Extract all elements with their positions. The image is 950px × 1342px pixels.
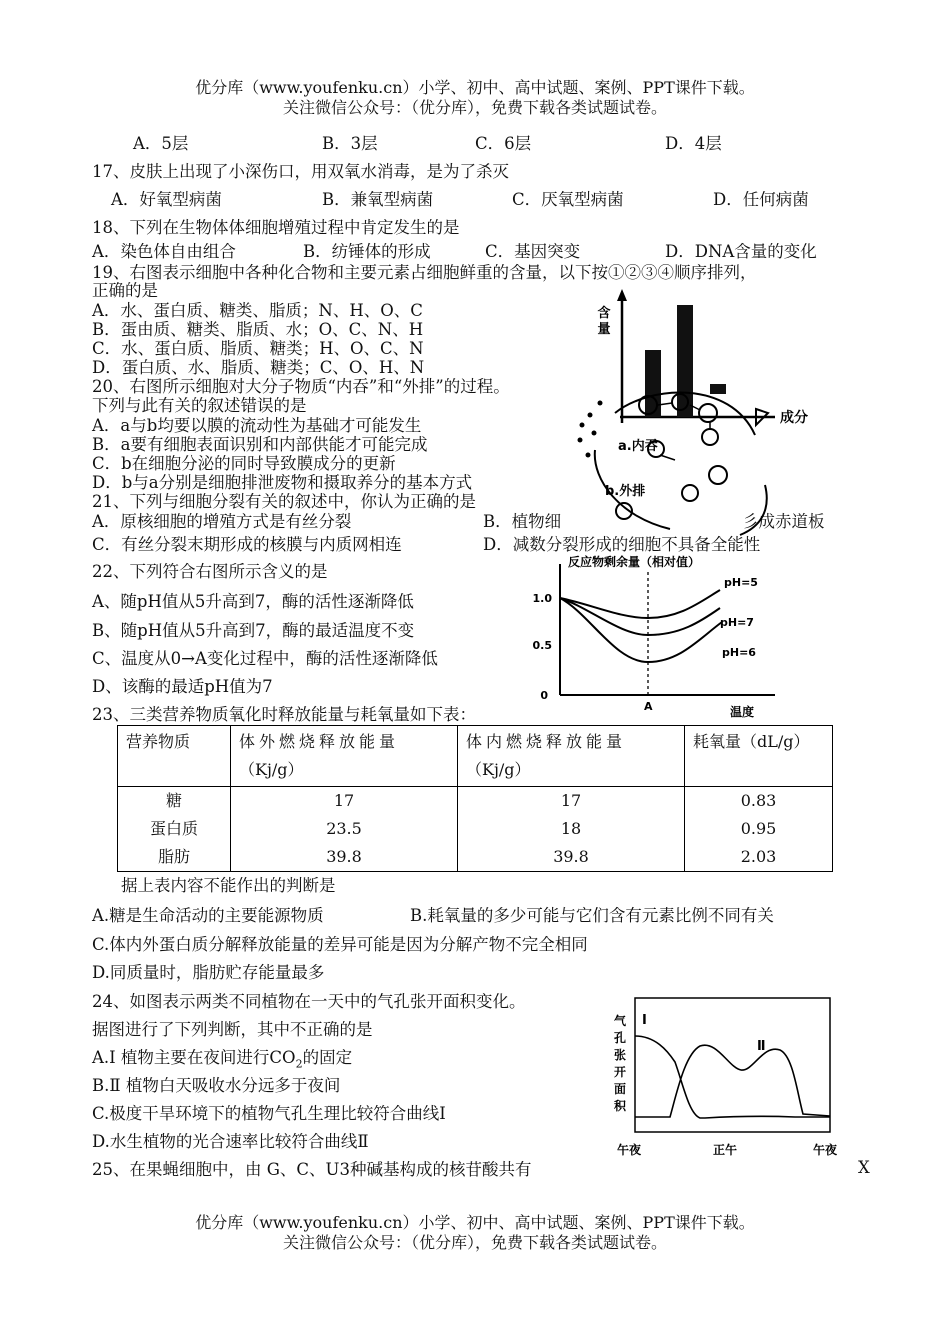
q24-stem-2: 据图进行了下列判断，其中不正确的是: [92, 1020, 373, 1039]
enzyme-title: 反应物剩余量（相对值）: [568, 555, 701, 569]
table-header-cell: 营养物质: [118, 726, 231, 787]
tick-label: 0: [540, 689, 548, 702]
q22-option-a: A、随pH值从5升高到7，酶的活性逐渐降低: [92, 592, 414, 611]
curve-ii: [635, 1045, 830, 1117]
q21-option-b: B．植物细: [483, 512, 562, 531]
label-exocytosis: b.外排: [605, 484, 646, 499]
q23-option-b: B.耗氧量的多少可能与它们含有元素比例不同有关: [410, 906, 774, 925]
bar-ylabel-1: 含: [597, 306, 611, 321]
q22-option-c: C、温度从0→A变化过程中，酶的活性逐渐降低: [92, 649, 438, 668]
curve-label-i: Ⅰ: [642, 1013, 647, 1028]
q16-option-a: A．5层: [133, 134, 189, 153]
q19-option-d: D．蛋白质、水、脂质、糖类；C、O、H、N: [92, 358, 425, 377]
curve-label-ii: Ⅱ: [757, 1039, 766, 1054]
q20-option-a: A．a与b均要以膜的流动性为基础才可能发生: [92, 416, 422, 435]
particle: [578, 438, 583, 443]
particle: [580, 423, 585, 428]
vesicle: [702, 429, 718, 445]
tick-label: 1.0: [532, 592, 552, 605]
q23-stem: 23、三类营养物质氧化时释放能量与耗氧量如下表：: [92, 705, 476, 724]
x-tick-noon: 正午: [713, 1143, 738, 1157]
curve-ph6: [560, 598, 722, 662]
bar-ylabel-2: 量: [597, 322, 611, 337]
q18-option-c: C．基因突变: [485, 242, 581, 261]
q25-stem: 25、在果蝇细胞中，由 G、C、U3种碱基构成的核苷酸共有: [92, 1160, 532, 1179]
q18-option-a: A．染色体自由组合: [92, 242, 236, 261]
q18-option-b: B．纺锤体的形成: [303, 242, 431, 261]
table-cell-inside: 17 18 39.8: [458, 787, 685, 872]
footer-line-2: 关注微信公众号：（优分库），免费下载各类试题试卷。: [282, 1233, 667, 1252]
bar: [710, 384, 726, 394]
stomata-ylabel-char: 积: [613, 1099, 627, 1113]
particle: [588, 413, 593, 418]
table-cell-oxygen: 0.83 0.95 2.03: [685, 787, 833, 872]
enzyme-xlabel: 温度: [730, 705, 755, 719]
vesicle: [709, 466, 727, 484]
table-cell-name: 糖 蛋白质 脂肪: [118, 787, 231, 872]
stomata-ylabel-char: 开: [613, 1065, 627, 1079]
q23-option-a: A.糖是生命活动的主要能源物质: [92, 906, 324, 925]
enzyme-chart: [530, 552, 795, 722]
curve-label-ph7: pH=7: [720, 616, 754, 629]
q21-option-d: D．减数分裂形成的细胞不具备全能性: [483, 535, 761, 554]
q23-followup: 据上表内容不能作出的判断是: [121, 876, 336, 895]
stomata-ylabel-char: 气: [613, 1014, 627, 1028]
q20-stem-1: 20、右图所示细胞对大分子物质“内吞”和“外排”的过程。: [92, 377, 510, 396]
curve-label-ph5: pH=5: [724, 576, 758, 589]
q23-option-d: D.同质量时，脂肪贮存能量最多: [92, 963, 325, 982]
q20-option-d: D．b与a分别是细胞排泄废物和摄取养分的基本方式: [92, 473, 473, 492]
q20-option-c: C．b在细胞分泌的同时导致膜成分的更新: [92, 454, 396, 473]
q23-option-c: C.体内外蛋白质分解释放能量的差异可能是因为分解产物不完全相同: [92, 935, 588, 954]
cell-figure: [560, 285, 860, 545]
table-cell-outside: 17 23.5 39.8: [231, 787, 458, 872]
q24-stem-1: 24、如图表示两类不同植物在一天中的气孔张开面积变化。: [92, 992, 526, 1011]
vesicle: [682, 485, 698, 501]
stomata-ylabel-char: 张: [613, 1048, 627, 1062]
q21-option-a: A．原核细胞的增殖方式是有丝分裂: [92, 512, 352, 531]
header-line-1: 优分库（www.youfenku.cn）小学、初中、高中试题、案例、PPT课件下载。: [195, 78, 755, 97]
q21-option-c: C．有丝分裂末期形成的核膜与内质网相连: [92, 535, 402, 554]
q16-option-b: B．3层: [322, 134, 378, 153]
q18-stem: 18、下列在生物体体细胞增殖过程中肯定发生的是: [92, 218, 460, 237]
q24-option-d: D.水生植物的光合速率比较符合曲线Ⅱ: [92, 1132, 369, 1151]
particle: [592, 431, 597, 436]
q17-option-a: A．好氧型病菌: [111, 190, 222, 209]
curve-ph5: [560, 590, 720, 618]
q16-option-c: C．6层: [475, 134, 532, 153]
q24-option-c: C.极度干旱环境下的植物气孔生理比较符合曲线Ⅰ: [92, 1104, 446, 1123]
bar-xlabel: 成分: [780, 410, 808, 426]
footer-line-1: 优分库（www.youfenku.cn）小学、初中、高中试题、案例、PPT课件下载。: [195, 1213, 755, 1232]
arrow-icon: [617, 289, 627, 301]
stomata-ylabel-char: 面: [613, 1082, 627, 1096]
stomata-ylabel-char: 孔: [613, 1031, 627, 1045]
tick-label: 0.5: [532, 639, 552, 652]
q21-option-b-tail: 彡成赤道板: [742, 512, 825, 531]
q19-stem-2: 正确的是: [92, 281, 158, 300]
q20-option-b: B．a要有细胞表面识别和内部供能才可能完成: [92, 435, 428, 454]
table-header-cell: 耗氧量（dL/g）: [685, 726, 833, 787]
x-tick-midnight: 午夜: [813, 1143, 838, 1157]
q21-stem: 21、下列与细胞分裂有关的叙述中，你认为正确的是: [92, 492, 476, 511]
q17-option-c: C．厌氧型病菌: [512, 190, 624, 209]
cell-membrane: [740, 485, 767, 535]
q17-option-d: D．任何病菌: [713, 190, 809, 209]
q22-option-b: B、随pH值从5升高到7，酶的最适温度不变: [92, 621, 415, 640]
q25-tail: X: [858, 1158, 870, 1177]
q24-option-b: B.Ⅱ 植物白天吸收水分远多于夜间: [92, 1076, 341, 1095]
nutrient-table: [117, 725, 833, 872]
q17-stem: 17、皮肤上出现了小深伤口，用双氧水消毒，是为了杀灭: [92, 162, 509, 181]
q22-option-d: D、该酶的最适pH值为7: [92, 677, 273, 696]
table-header-cell: 体内燃烧释放能量 （Kj/g）: [458, 726, 685, 787]
q19-option-a: A．水、蛋白质、糖类、脂质；N、H、O、C: [92, 301, 423, 320]
q18-option-d: D．DNA含量的变化: [665, 242, 817, 261]
q22-stem: 22、下列符合右图所示含义的是: [92, 562, 328, 581]
x-mark-a: A: [644, 700, 653, 713]
header-line-2: 关注微信公众号：（优分库），免费下载各类试题试卷。: [282, 98, 667, 117]
x-tick-midnight: 午夜: [617, 1143, 642, 1157]
particle: [598, 401, 603, 406]
bar: [645, 350, 661, 417]
table-header-cell: 体外燃烧释放能量 （Kj/g）: [231, 726, 458, 787]
q19-option-c: C．水、蛋白质、脂质、糖类；H、O、C、N: [92, 339, 424, 358]
label-endocytosis: a.内吞: [618, 439, 658, 454]
q24-option-a: A.Ⅰ 植物主要在夜间进行$CO_2$的固定: [92, 1048, 353, 1071]
q19-stem-1: 19、右图表示细胞中各种化合物和主要元素占细胞鲜重的含量，以下按①②③④顺序排列，: [92, 263, 757, 282]
q17-option-b: B．兼氧型病菌: [322, 190, 434, 209]
particle: [586, 453, 591, 458]
vesicle: [699, 404, 717, 422]
q20-stem-2: 下列与此有关的叙述错误的是: [92, 396, 307, 415]
stomata-chart: [605, 992, 850, 1162]
bar: [677, 305, 693, 417]
q19-option-b: B．蛋由质、糖类、脂质、水；O、C、N、H: [92, 320, 424, 339]
curve-label-ph6: pH=6: [722, 646, 756, 659]
q16-option-d: D．4层: [665, 134, 722, 153]
